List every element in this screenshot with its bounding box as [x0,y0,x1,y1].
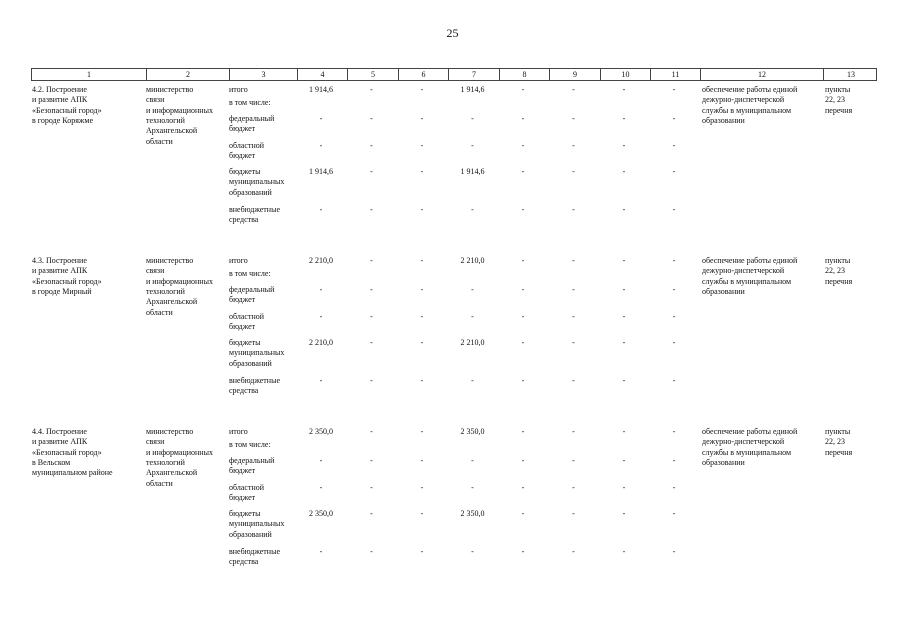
measure-title-line: в городе Мирный [32,286,92,296]
amount-cell: - [420,85,424,94]
amount-cell: - [672,285,676,294]
executor-line: Архангельской [146,126,198,136]
header-cell-col-5: 5 [347,69,398,80]
points-line: перечня [825,447,853,457]
points-line: 22, 23 [825,266,845,276]
amount-cell: - [471,547,474,556]
executor-line: связи [146,437,165,447]
amount-cell: - [521,312,525,321]
amount-cell: - [521,85,525,94]
measure-title-line: и развитие АПК [32,437,88,447]
funding-source-label: внебюджетные [229,547,280,556]
funding-source-label: бюджет [229,124,256,134]
funding-source-label: средства [229,215,259,225]
amount-cell: - [471,376,474,385]
amount-cell: - [370,376,373,385]
funding-source-label: областной [229,312,265,321]
amount-cell: - [370,509,373,518]
funding-source-label: бюджет [229,295,256,305]
amount-cell: - [471,141,474,150]
amount-cell: - [420,205,424,214]
amount-cell: - [622,141,626,150]
amount-cell: - [622,547,626,556]
amount-cell: - [572,114,575,123]
executor-line: технологий [146,457,185,467]
amount-cell: - [572,547,575,556]
funding-source-label: федеральный [229,114,275,123]
amount-cell: - [572,427,575,436]
amount-cell: - [622,85,626,94]
amount-cell: - [420,285,424,294]
amount-cell: - [319,114,323,123]
header-cell-col-1: 1 [87,70,91,79]
amount-cell: - [622,509,626,518]
amount-cell: - [672,483,676,492]
amount-cell: - [420,509,424,518]
purpose-line: образовании [702,286,745,296]
purpose-line: обеспечение работы единой [702,85,798,94]
amount-cell: - [521,285,525,294]
purpose-line: службы в муниципальном [702,276,792,286]
executor-line: министерство [146,427,194,436]
measure-title-line: 4.2. Построение [32,85,87,94]
header-cell-col-6: 6 [398,69,448,80]
amount-cell: - [521,483,525,492]
amount-cell: - [572,338,575,347]
measure-title-line: муниципальном районе [32,468,113,478]
amount-cell: - [420,141,424,150]
amount-cell: - [471,285,474,294]
amount-cell: 1 914,6 [460,167,485,176]
amount-cell: - [572,285,575,294]
amount-cell: - [622,483,626,492]
executor-line: Архангельской [146,468,198,478]
amount-cell: - [420,456,424,465]
amount-cell: 1 914,6 [309,85,333,94]
amount-cell: - [521,141,525,150]
amount-cell: - [370,167,373,176]
amount-cell: - [672,427,676,436]
amount-cell: 2 210,0 [460,256,485,265]
funding-source-label: образований [229,358,272,368]
points-line: пункты [825,256,851,265]
funding-source-label: бюджет [229,493,256,503]
purpose-line: службы в муниципальном [702,447,792,457]
amount-cell: - [370,456,373,465]
amount-cell: - [572,205,575,214]
header-cell-col-12: 12 [700,69,823,80]
amount-cell: - [370,141,373,150]
funding-source-label: внебюджетные [229,376,280,385]
amount-cell: - [319,285,323,294]
amount-cell: - [521,427,525,436]
funding-source-label: средства [229,386,259,396]
amount-cell: - [420,376,424,385]
funding-source-label: федеральный [229,285,275,294]
amount-cell: - [370,114,373,123]
purpose-line: образовании [702,457,745,467]
measure-title-line: и развитие АПК [32,266,88,276]
funding-source-label: в том числе: [229,269,271,278]
amount-cell: - [672,456,676,465]
funding-source-label: бюджет [229,322,256,332]
funding-source-label: федеральный [229,456,275,465]
amount-cell: - [672,509,676,518]
amount-cell: - [471,312,474,321]
purpose-line: образовании [702,115,745,125]
amount-cell: - [420,114,424,123]
measure-title-line: «Безопасный город» [32,105,102,115]
amount-cell: - [370,483,373,492]
amount-cell: 2 350,0 [309,509,333,518]
amount-cell: - [370,205,373,214]
funding-source-label: муниципальных [229,348,285,358]
amount-cell: - [622,338,626,347]
amount-cell: - [672,167,676,176]
amount-cell: - [420,167,424,176]
amount-cell: - [572,167,575,176]
amount-cell: - [471,205,474,214]
header-cell-col-2: 2 [146,69,229,80]
executor-line: и информационных [146,276,213,286]
amount-cell: - [521,338,525,347]
amount-cell: - [672,338,676,347]
amount-cell: 2 210,0 [309,338,333,347]
executor-line: и информационных [146,105,213,115]
measure-title-line: 4.4. Построение [32,427,87,436]
amount-cell: - [420,312,424,321]
amount-cell: - [521,509,525,518]
amount-cell: - [471,456,474,465]
funding-source-label: областной [229,141,265,150]
executor-line: области [146,307,173,317]
amount-cell: - [672,312,676,321]
amount-cell: 2 350,0 [460,427,485,436]
amount-cell: - [370,547,373,556]
amount-cell: - [420,547,424,556]
amount-cell: - [420,256,424,265]
amount-cell: - [370,256,373,265]
amount-cell: - [572,85,575,94]
amount-cell: - [471,114,474,123]
funding-source-label: итого [229,256,248,265]
header-cell-col-3: 3 [229,69,297,80]
amount-cell: - [370,85,373,94]
amount-cell: - [622,285,626,294]
amount-cell: - [370,427,373,436]
header-cell-col-11: 11 [650,69,700,80]
amount-cell: - [622,427,626,436]
header-cell-col-10: 10 [600,69,650,80]
points-line: пункты [825,427,851,436]
amount-cell: - [572,312,575,321]
executor-line: технологий [146,286,185,296]
points-line: 22, 23 [825,95,845,105]
amount-cell: 1 914,6 [460,85,485,94]
amount-cell: - [319,456,323,465]
amount-cell: - [471,483,474,492]
amount-cell: 2 350,0 [460,509,485,518]
points-line: пункты [825,85,851,94]
amount-cell: - [521,456,525,465]
funding-source-label: бюджеты [229,509,261,518]
funding-source-label: муниципальных [229,519,285,529]
header-cell-col-4: 4 [297,69,347,80]
amount-cell: - [521,205,525,214]
measure-title-line: «Безопасный город» [32,276,102,286]
executor-line: министерство [146,85,194,94]
amount-cell: 2 350,0 [309,427,333,436]
executor-line: связи [146,95,165,105]
amount-cell: - [672,85,676,94]
measure-title-line: в городе Коряжме [32,115,94,125]
amount-cell: - [572,509,575,518]
funding-source-label: итого [229,85,248,94]
amount-cell: - [319,547,323,556]
executor-line: области [146,136,173,146]
purpose-line: дежурно-диспетчерской [702,437,785,447]
amount-cell: - [622,456,626,465]
amount-cell: - [521,114,525,123]
purpose-line: дежурно-диспетчерской [702,95,785,105]
funding-source-label: бюджет [229,151,256,161]
points-line: 22, 23 [825,437,845,447]
funding-source-label: муниципальных [229,177,285,187]
header-cell-col-13: 13 [823,69,878,80]
measure-title-line: и развитие АПК [32,95,88,105]
amount-cell: - [622,205,626,214]
purpose-line: обеспечение работы единой [702,256,798,265]
amount-cell: - [672,376,676,385]
table-header-row [31,68,877,81]
executor-line: министерство [146,256,194,265]
amount-cell: - [672,205,676,214]
amount-cell: - [572,141,575,150]
amount-cell: - [672,256,676,265]
funding-source-label: бюджеты [229,167,261,176]
executor-line: Архангельской [146,297,198,307]
header-cell-col-9: 9 [549,69,600,80]
amount-cell: - [420,338,424,347]
funding-source-label: областной [229,483,265,492]
amount-cell: - [672,141,676,150]
amount-cell: - [622,114,626,123]
amount-cell: - [319,205,323,214]
funding-source-label: образований [229,529,272,539]
header-cell-col-8: 8 [499,69,549,80]
purpose-line: дежурно-диспетчерской [702,266,785,276]
amount-cell: - [622,376,626,385]
executor-line: и информационных [146,447,213,457]
funding-source-label: итого [229,427,248,436]
amount-cell: - [319,376,323,385]
amount-cell: - [370,338,373,347]
measure-title-line: 4.3. Построение [32,256,87,265]
amount-cell: - [420,483,424,492]
measure-title-line: в Вельском [32,457,71,467]
purpose-line: обеспечение работы единой [702,427,798,436]
amount-cell: - [319,141,323,150]
amount-cell: - [521,256,525,265]
points-line: перечня [825,276,853,286]
funding-source-label: бюджет [229,466,256,476]
amount-cell: - [572,376,575,385]
amount-cell: - [672,547,676,556]
amount-cell: 2 210,0 [460,338,485,347]
amount-cell: - [521,376,525,385]
amount-cell: - [572,483,575,492]
funding-source-label: в том числе: [229,98,271,107]
executor-line: области [146,478,173,488]
funding-source-label: образований [229,187,272,197]
amount-cell: - [370,312,373,321]
points-line: перечня [825,105,853,115]
funding-source-label: средства [229,557,259,567]
amount-cell: - [521,547,525,556]
amount-cell: 1 914,6 [309,167,333,176]
amount-cell: - [622,256,626,265]
amount-cell: - [521,167,525,176]
funding-source-label: в том числе: [229,440,271,449]
amount-cell: - [572,256,575,265]
funding-source-label: внебюджетные [229,205,280,214]
executor-line: технологий [146,115,185,125]
amount-cell: - [319,312,323,321]
amount-cell: - [622,167,626,176]
amount-cell: - [622,312,626,321]
amount-cell: - [672,114,676,123]
funding-source-label: бюджеты [229,338,261,347]
measure-title-line: «Безопасный город» [32,447,102,457]
page-number: 25 [446,26,459,40]
purpose-line: службы в муниципальном [702,105,792,115]
header-cell-col-7: 7 [448,69,499,80]
amount-cell: - [370,285,373,294]
amount-cell: 2 210,0 [309,256,333,265]
amount-cell: - [319,483,323,492]
amount-cell: - [572,456,575,465]
amount-cell: - [420,427,424,436]
executor-line: связи [146,266,165,276]
